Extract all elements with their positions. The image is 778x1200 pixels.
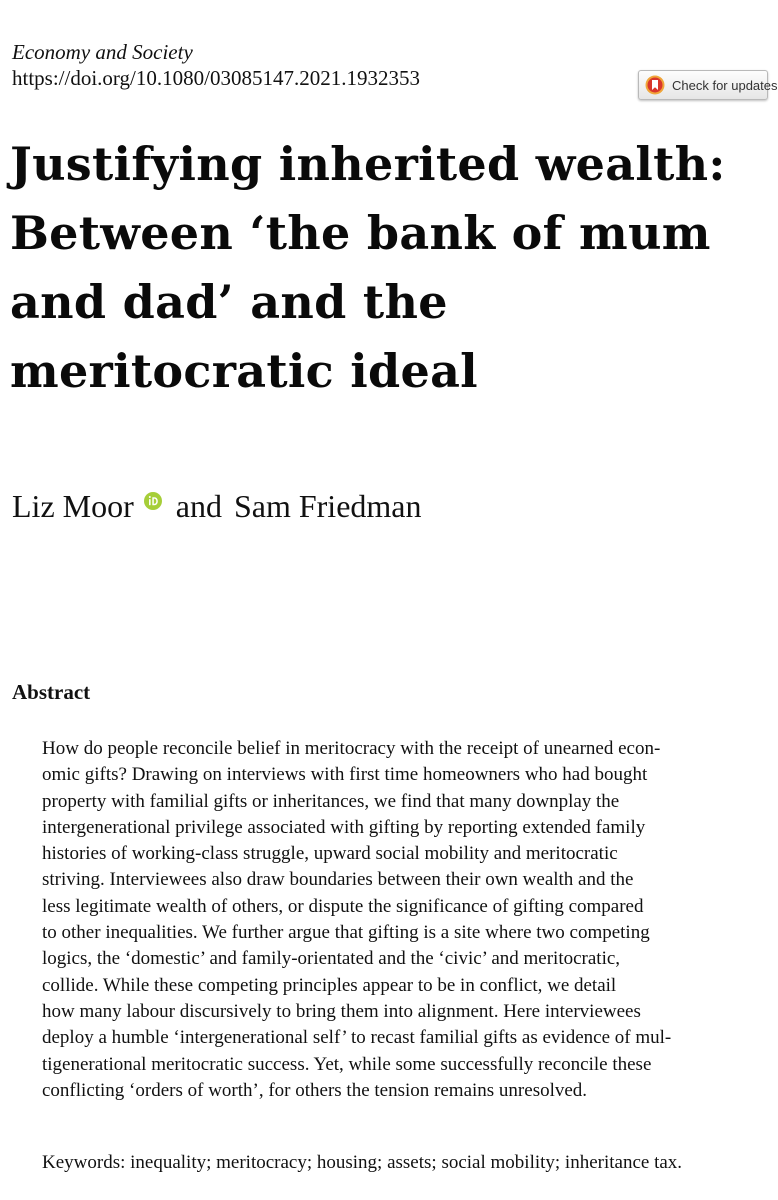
author-connector: and bbox=[175, 488, 222, 524]
orcid-icon bbox=[144, 492, 162, 510]
abstract-body bbox=[42, 736, 762, 1104]
abstract-line: histories of working-class struggle, upward social mobility and meritocratic bbox=[42, 843, 618, 865]
orcid-link[interactable] bbox=[144, 492, 162, 510]
abstract-line: omic gifts? Drawing on interviews with first time homeowners who had bought bbox=[42, 764, 648, 786]
title-line: and dad’ and the bbox=[10, 275, 448, 329]
check-for-updates-label: Check for updates bbox=[672, 77, 778, 93]
abstract-line: less legitimate wealth of others, or dispute the significance of gifting compared bbox=[42, 895, 644, 917]
crossmark-icon bbox=[645, 75, 665, 95]
abstract-line: How do people reconcile belief in meritocracy with the receipt of unearned econ- bbox=[42, 738, 661, 759]
abstract-line: how many labour discursively to bring them into alignment. Here interviewees bbox=[42, 1000, 641, 1022]
abstract-line: tigenerational meritocratic success. Yet, while some successfully reconcile these bbox=[42, 1053, 652, 1075]
abstract-line: to other inequalities. We further argue that gifting is a site where two competing bbox=[42, 922, 650, 944]
abstract-line: logics, the ‘domestic’ and family-orientated and the ‘civic’ and meritocratic, bbox=[42, 948, 621, 970]
abstract-line: striving. Interviewees also draw boundaries between their own wealth and the bbox=[42, 869, 634, 891]
abstract-line: deploy a humble ‘intergenerational self’ to recast familial gifts as evidence of mul- bbox=[42, 1027, 672, 1049]
author-first[interactable]: Liz Moor bbox=[12, 488, 134, 524]
abstract-line: intergenerational privilege associated with gifting by reporting extended family bbox=[42, 816, 646, 838]
abstract-line: conflicting ‘orders of worth’, for others the tension remains unresolved. bbox=[42, 1079, 588, 1101]
article-title bbox=[10, 130, 756, 406]
doi-link[interactable]: https://doi.org/10.1080/03085147.2021.1932353 bbox=[12, 66, 420, 90]
author-second[interactable]: Sam Friedman bbox=[233, 488, 422, 524]
keywords: Keywords: inequality; meritocracy; housing; assets; social mobility; inheritance tax. bbox=[42, 1152, 683, 1173]
title-line: meritocratic ideal bbox=[10, 344, 478, 398]
abstract-line: property with familial gifts or inheritances, we find that many downplay the bbox=[42, 790, 620, 812]
title-line: Between ‘the bank of mum bbox=[10, 206, 711, 260]
author-list bbox=[12, 488, 421, 524]
check-for-updates-button[interactable] bbox=[638, 70, 778, 100]
abstract-heading: Abstract bbox=[12, 680, 91, 704]
title-line: Justifying inherited wealth: bbox=[10, 137, 726, 191]
journal-name: Economy and Society bbox=[12, 40, 193, 64]
abstract-line: collide. While these competing principles appear to be in conflict, we detail bbox=[42, 974, 617, 996]
